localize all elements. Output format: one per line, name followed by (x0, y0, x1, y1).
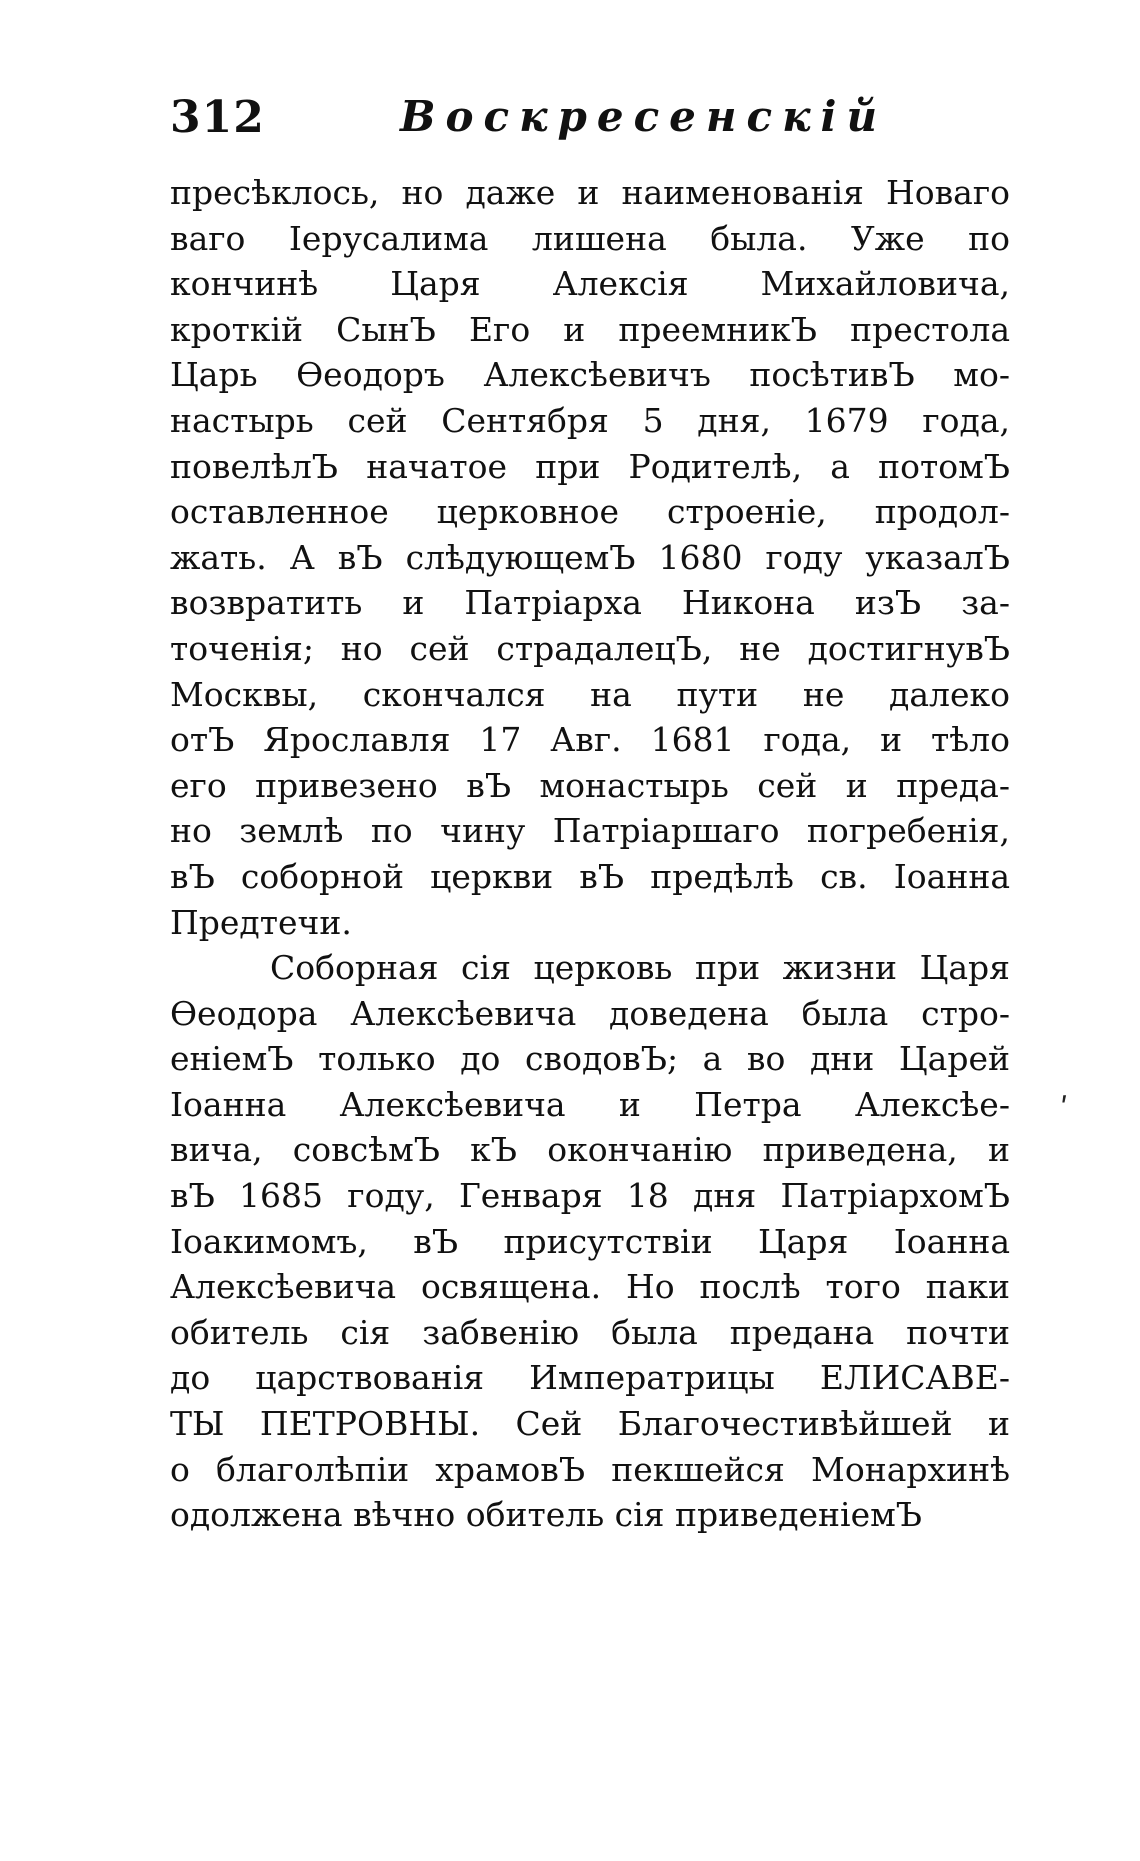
text-line: обитель сія забвенію была предана почти (170, 1312, 1010, 1352)
text-line: вЪ соборной церкви вЪ предѣлѣ св. Іоанна (170, 856, 1010, 896)
text-line: Соборная сія церковь при жизни Царя (270, 948, 1010, 988)
text-line: возвратить и Патріарха Никона изЪ за- (170, 583, 1010, 623)
text-line: до царствованія Императрицы ЕЛИСАВЕ- (170, 1358, 1010, 1398)
text-line: пресѣклось, но даже и наименованія Новаго (170, 173, 1010, 212)
text-line: повелѣлЪ начатое при Родителѣ, а потомЪ (170, 446, 1010, 486)
text-line: Іоанна Алексѣевича и Петра Алексѣе- (170, 1084, 1010, 1124)
text-line: настырь сей Сентября 5 дня, 1679 года, (170, 400, 1010, 440)
body-text (170, 170, 1010, 1538)
text-line: Ѳеодора Алексѣевича доведена была стро- (170, 993, 1010, 1033)
text-line: кончинѣ Царя Алексія Михайловича, (170, 264, 1010, 304)
text-line: вича, совсѣмЪ кЪ окончанію приведена, и (170, 1130, 1010, 1170)
page-header (170, 92, 1010, 152)
text-line: Царь Ѳеодоръ Алексѣевичъ посѣтивЪ мо- (170, 355, 1010, 395)
text-line: Предтечи. (170, 902, 352, 942)
text-line: оставленное церковное строеніе, продол- (170, 492, 1010, 532)
text-line: Іоакимомъ, вЪ присутствіи Царя Іоанна (170, 1221, 1010, 1261)
text-line: его привезено вЪ монастырь сей и преда- (170, 765, 1010, 805)
text-line: точенія; но сей страдалецЪ, не достигнувЪ (170, 628, 1010, 668)
text-line: о благолѣпіи храмовЪ пекшейся Монархинѣ (170, 1449, 1010, 1489)
text-line: отЪ Ярославля 17 Авг. 1681 года, и тѣло (170, 720, 1010, 760)
text-line: Алексѣевича освящена. Но послѣ того паки (170, 1267, 1010, 1307)
text-line: но землѣ по чину Патріаршаго погребенія, (170, 811, 1010, 851)
text-line: еніемЪ только до сводовЪ; а во дни Царей (170, 1039, 1010, 1079)
text-line: кроткій СынЪ Его и преемникЪ престола (170, 309, 1010, 349)
text-line: Москвы, скончался на пути не далеко (170, 674, 1010, 714)
text-line: одолжена вѣчно обитель сія приведеніемЪ (170, 1495, 923, 1535)
paragraph (170, 170, 1010, 945)
text-line: ваго Іерусалима лишена была. Уже по (170, 218, 1010, 258)
text-line: ТЫ ПЕТРОВНЫ. Сей Благочестивѣйшей и (170, 1404, 1010, 1444)
text-line: вЪ 1685 году, Генваря 18 дня ПатріархомЪ (170, 1176, 1010, 1216)
page-number: 312 (170, 92, 265, 143)
running-title: Воскресенскій (400, 92, 887, 141)
stray-mark: ʹ (1060, 1092, 1069, 1127)
paragraph (170, 945, 1010, 1538)
text-line: жать. А вЪ слѣдующемЪ 1680 году указалЪ (170, 537, 1010, 577)
